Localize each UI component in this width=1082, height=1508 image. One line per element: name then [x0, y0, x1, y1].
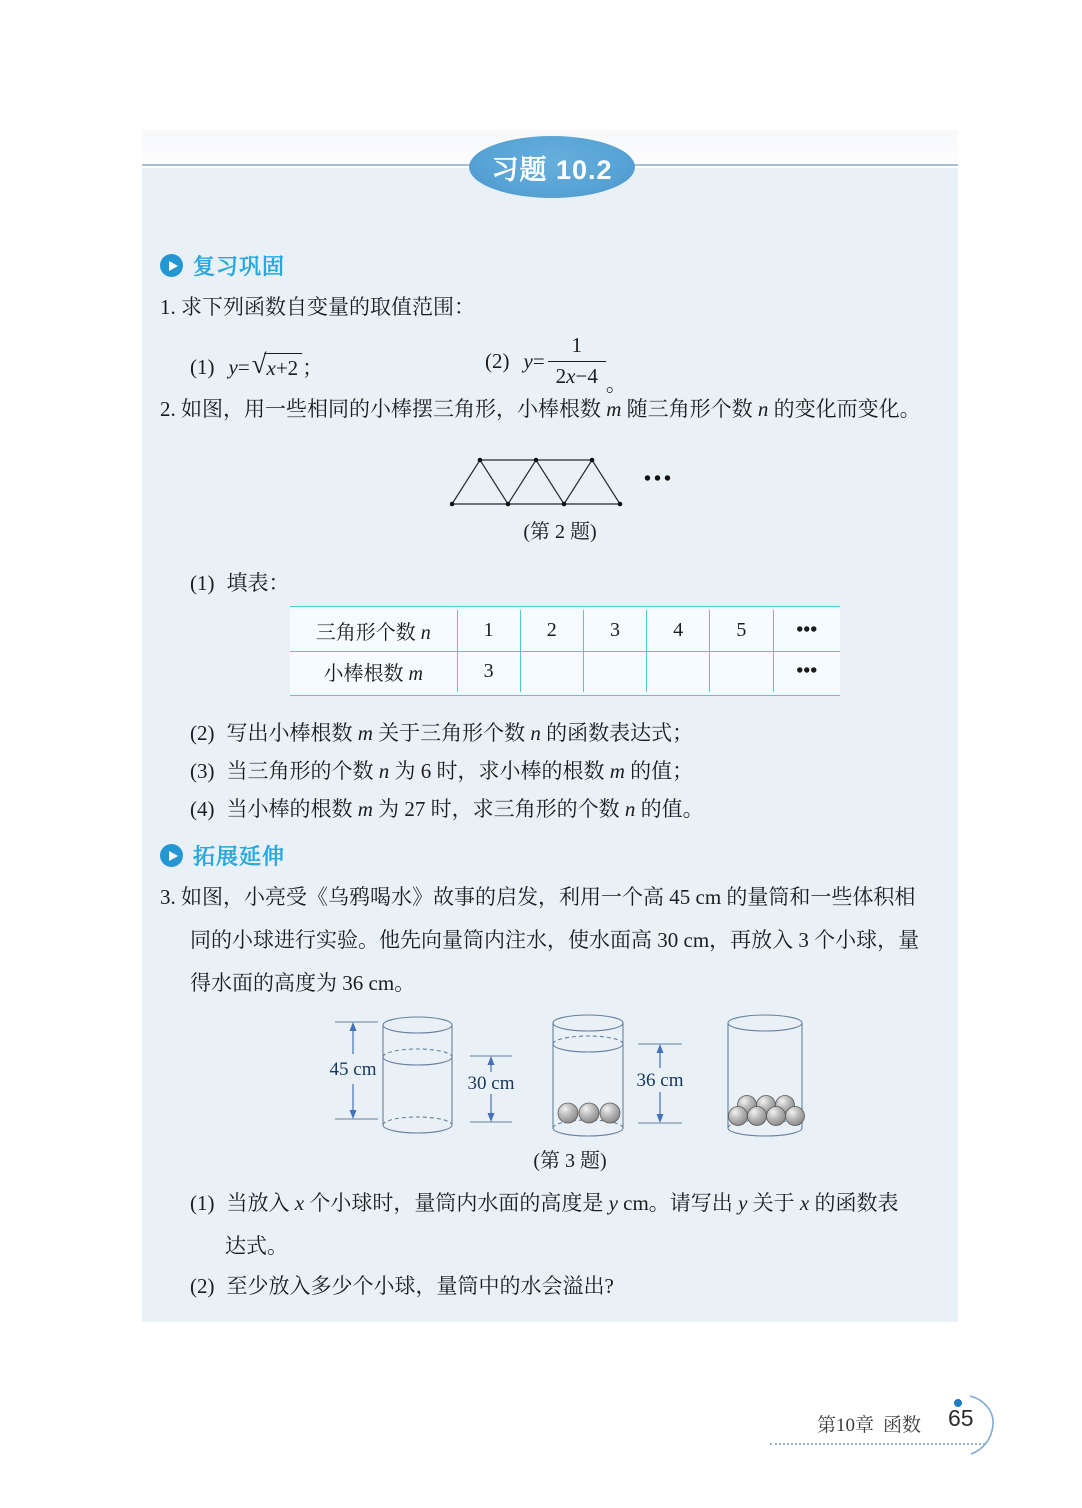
problem3-stem-line1: 3. 如图，小亮受《乌鸦喝水》故事的启发，利用一个高 45 cm 的量筒和一些体积相 — [160, 885, 916, 909]
item-text: 填表： — [226, 571, 290, 595]
fraction-denominator: 2x−4 — [548, 361, 606, 389]
exercise-content-panel — [142, 130, 958, 1322]
problem3-item1 — [190, 1188, 898, 1218]
formula2-number: (2) — [485, 348, 510, 373]
footer-page-number: 65 — [948, 1405, 974, 1431]
measure-30cm — [468, 1056, 515, 1122]
item-text: 当放入 x 个小球时，量筒内水面的高度是 y cm。请写出 y 关于 x 的函数表 — [226, 1191, 899, 1215]
table-cell: 2 — [520, 610, 583, 651]
item-number: (3) — [190, 759, 215, 783]
table-cell-ellipsis: ••• — [773, 651, 840, 692]
table-cell: 3 — [583, 610, 646, 651]
row-header-n: 三角形个数 n — [290, 610, 457, 651]
problem2-item4 — [190, 794, 704, 824]
table-cell: 4 — [647, 610, 710, 651]
balls-cylinder-3 — [729, 1096, 805, 1126]
play-icon — [160, 844, 183, 867]
table-cell-blank — [647, 651, 710, 692]
vertex-dots — [450, 458, 622, 507]
row-header-m: 小棒根数 m — [290, 651, 457, 692]
item-text: 写出小棒根数 m 关于三角形个数 n 的函数表达式； — [226, 721, 694, 745]
measure-45cm — [330, 1022, 378, 1119]
problem2-item2 — [190, 718, 693, 748]
radical-sign: √ — [251, 349, 267, 380]
footer-chapter-title: 函数 — [883, 1415, 922, 1436]
figure2-caption: (第 2 题) — [523, 521, 597, 543]
table-cell: 1 — [457, 610, 520, 651]
table-cell-ellipsis: ••• — [773, 610, 840, 651]
formula1-tail: ； — [302, 356, 324, 380]
problem1-stem: 1. 求下列函数自变量的取值范围： — [160, 295, 475, 319]
item-number: (1) — [190, 571, 215, 595]
formula1-number: (1) — [190, 354, 215, 379]
section-extend-label: 拓展延伸 — [193, 844, 286, 869]
table-row — [290, 651, 840, 692]
measure-45cm-label: 45 cm — [329, 1059, 377, 1080]
triangle-strip-figure — [450, 452, 625, 510]
fraction — [548, 333, 606, 388]
problem3-item2 — [190, 1271, 614, 1301]
measure-36cm — [637, 1044, 684, 1123]
problem2-item3 — [190, 756, 693, 786]
cylinders-figure — [320, 1002, 830, 1142]
formula1-lhs: y= — [228, 354, 250, 379]
exercise-banner — [469, 136, 635, 198]
table-cell-blank — [710, 651, 773, 692]
item-number: (1) — [190, 1191, 215, 1215]
exercise-title: 习题 10.2 — [491, 154, 613, 185]
item-text: 当小棒的根数 m 为 27 时，求三角形的个数 n 的值。 — [226, 797, 704, 821]
problem1-formula-1 — [190, 349, 324, 382]
section-review-header — [160, 250, 285, 281]
problem1-formula-2 — [485, 330, 627, 396]
table-cell-blank — [583, 651, 646, 692]
footer-chapter: 第10章 — [817, 1415, 875, 1436]
item-number: (4) — [190, 797, 215, 821]
table-cell: 5 — [710, 610, 773, 651]
section-extend-header — [160, 840, 285, 871]
formula2-tail: 。 — [605, 372, 627, 396]
problem3-stem-line2: 同的小球进行实验。他先向量筒内注水，使水面高 30 cm，再放入 3 个小球，量 — [190, 928, 920, 952]
problem3-stem-line3: 得水面的高度为 36 cm。 — [190, 971, 416, 995]
fraction-numerator: 1 — [571, 333, 582, 358]
table-cell-blank — [520, 651, 583, 692]
item-number: (2) — [190, 1274, 215, 1298]
problem2-stem: 2. 如图，用一些相同的小棒摆三角形，小棒根数 m 随三角形个数 n 的变化而变化。 — [160, 397, 921, 421]
section-review-label: 复习巩固 — [193, 254, 286, 279]
problem2-item1 — [190, 568, 290, 598]
table-row — [290, 610, 840, 651]
balls-cylinder-2 — [558, 1103, 620, 1123]
table-cell: 3 — [457, 651, 520, 692]
measure-30cm-label: 30 cm — [467, 1073, 515, 1094]
item-text: 至少放入多少个小球，量筒中的水会溢出? — [226, 1274, 614, 1298]
measure-36cm-label: 36 cm — [636, 1070, 684, 1091]
item-number: (2) — [190, 721, 215, 745]
figure3-caption: (第 3 题) — [533, 1150, 607, 1172]
play-icon — [160, 254, 183, 277]
fill-table — [290, 606, 840, 696]
radicand: x+2 — [264, 353, 303, 380]
item-text: 当三角形的个数 n 为 6 时，求小棒的根数 m 的值； — [226, 759, 694, 783]
sqrt-expression — [251, 349, 303, 381]
problem3-item1-line2: 达式。 — [225, 1234, 288, 1258]
figure2-ellipsis: ••• — [644, 468, 675, 490]
formula2-lhs: y= — [523, 348, 545, 373]
cylinder-1 — [383, 1017, 452, 1133]
